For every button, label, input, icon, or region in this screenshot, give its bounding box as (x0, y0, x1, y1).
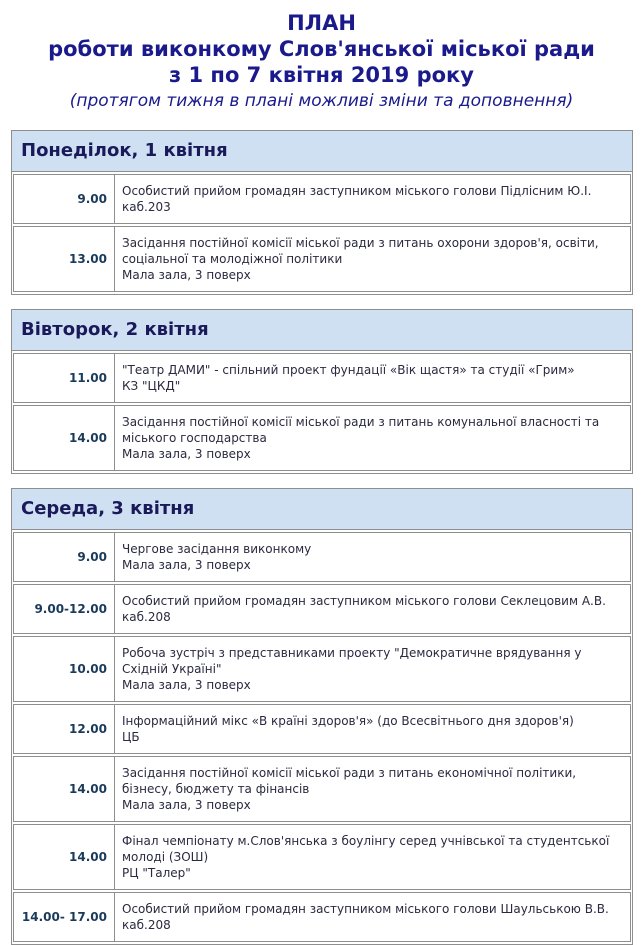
event-row (13, 756, 631, 822)
event-time: 11.00 (14, 354, 115, 402)
plan-note: (протягом тижня в плані можливі зміни та доповнення) (69, 91, 574, 111)
day-title: Понеділок, 1 квітня (12, 131, 632, 172)
schedule (0, 130, 643, 945)
day-title: Середа, 3 квітня (12, 489, 632, 530)
event-time: 14.00 (14, 406, 115, 470)
event-location: каб.203 (122, 200, 171, 214)
plan-subject: роботи виконкому Слов'янської міської ради (48, 37, 595, 61)
event-location: Мала зала, 3 поверх (122, 447, 251, 461)
event-time: 9.00-12.00 (14, 585, 115, 633)
event-row (13, 704, 631, 754)
event-time: 14.00- 17.00 (14, 893, 115, 941)
event-text: Засідання постійної комісії міської ради з питань охорони здоров'я, освіти, соціальної та молодіжної політики (122, 236, 599, 266)
event-row (13, 636, 631, 702)
event-row (13, 532, 631, 582)
event-row (13, 353, 631, 403)
event-row (13, 584, 631, 634)
event-location: Мала зала, 3 поверх (122, 678, 251, 692)
event-time: 12.00 (14, 705, 115, 753)
event-location: каб.208 (122, 610, 171, 624)
event-location: Мала зала, 3 поверх (122, 798, 251, 812)
event-time: 9.00 (14, 533, 115, 581)
event-text: Фінал чемпіонату м.Слов'янська з боулінгу серед учнівської та студентської молоді (ЗОШ) (122, 834, 610, 864)
event-location: КЗ "ЦКД" (122, 379, 181, 393)
event-text: Робоча зустріч з представниками проекту "Демократичне врядування у Східній Україні" (122, 646, 582, 676)
event-text: Особистий прийом громадян заступником міського голови Секлецовим А.В. (122, 594, 606, 608)
event-time: 9.00 (14, 175, 115, 223)
page-header (0, 0, 643, 113)
event-time: 13.00 (14, 227, 115, 291)
event-description (115, 637, 630, 701)
plan-period: з 1 по 7 квітня 2019 року (169, 63, 474, 87)
event-text: Засідання постійної комісії міської ради з питань економічної політики, бізнесу, бюджету та фінансів (122, 766, 577, 796)
event-description (115, 175, 630, 223)
event-text: Засідання постійної комісії міської ради з питань комунальної власності та міського господарства (122, 415, 600, 445)
event-text: Особистий прийом громадян заступником міського голови Підлісним Ю.І. (122, 184, 592, 198)
event-description (115, 705, 630, 753)
event-description (115, 533, 630, 581)
day-section (11, 130, 633, 295)
event-description (115, 406, 630, 470)
day-section (11, 309, 633, 474)
event-description (115, 354, 630, 402)
event-time: 14.00 (14, 757, 115, 821)
event-description (115, 227, 630, 291)
event-description (115, 825, 630, 889)
event-text: Особистий прийом громадян заступником міського голови Шаульською В.В. (122, 902, 609, 916)
event-text: "Театр ДАМИ" - спільний проект фундації «Вік щастя» та студії «Грим» (122, 363, 575, 377)
day-section (11, 488, 633, 945)
event-row (13, 405, 631, 471)
day-title: Вівторок, 2 квітня (12, 310, 632, 351)
event-location: РЦ "Талер" (122, 866, 191, 880)
event-time: 14.00 (14, 825, 115, 889)
event-location: ЦБ (122, 730, 140, 744)
event-text: Чергове засідання виконкому (122, 542, 312, 556)
event-row (13, 226, 631, 292)
event-row (13, 824, 631, 890)
event-description (115, 585, 630, 633)
event-location: Мала зала, 3 поверх (122, 268, 251, 282)
event-time: 10.00 (14, 637, 115, 701)
event-location: Мала зала, 3 поверх (122, 558, 251, 572)
event-text: Інформаційний мікс «В країні здоров'я» (до Всесвітнього дня здоров'я) (122, 714, 574, 728)
plan-title: ПЛАН (287, 11, 356, 35)
event-description (115, 893, 630, 941)
event-description (115, 757, 630, 821)
event-location: каб.208 (122, 918, 171, 932)
event-row (13, 174, 631, 224)
